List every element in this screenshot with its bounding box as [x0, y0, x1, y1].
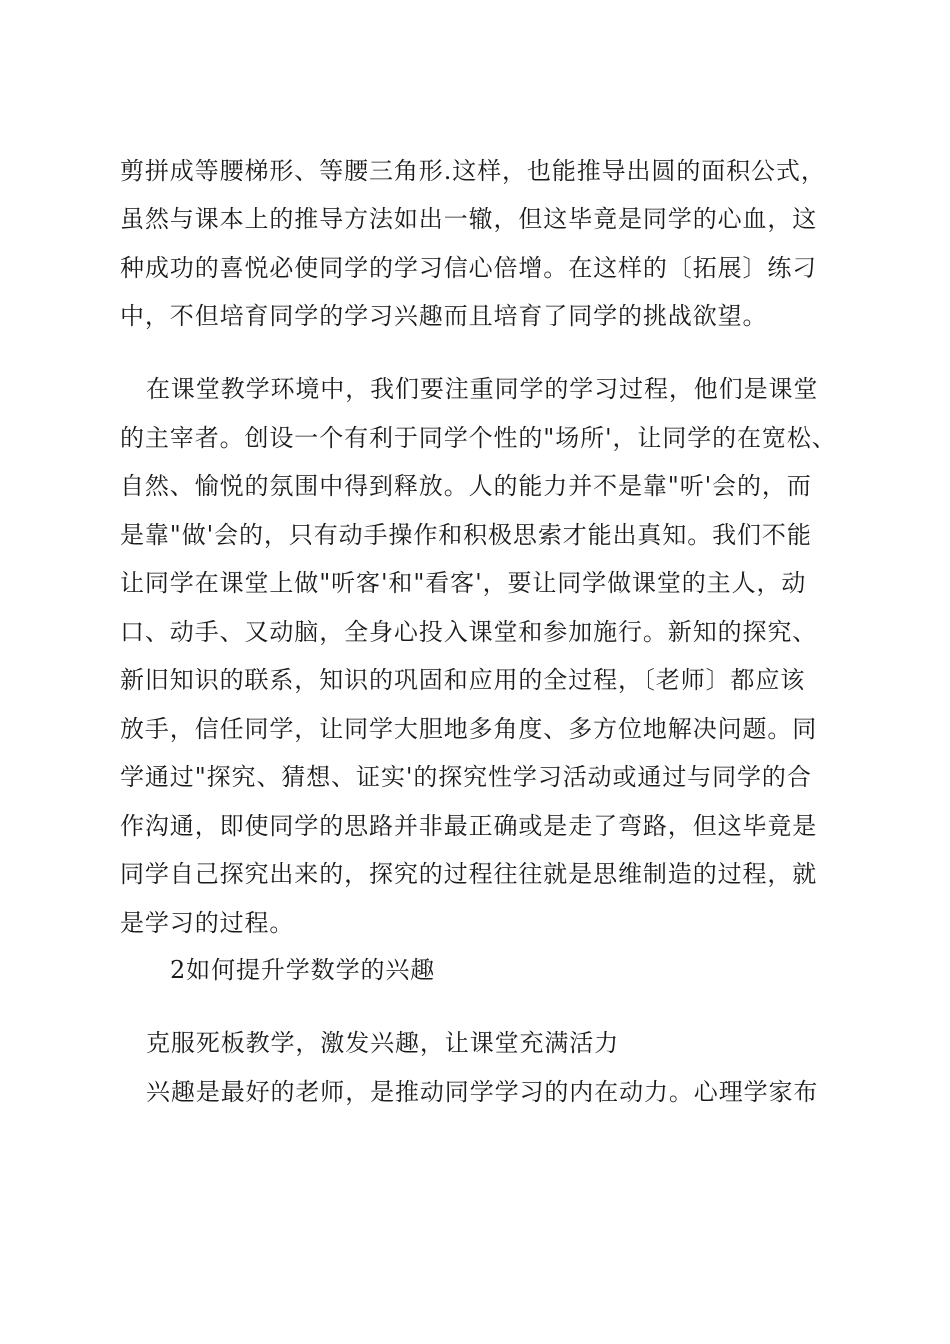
paragraph-3-line-1: 兴趣是最好的老师，是推动同学学习的内在动力。心理学家布: [146, 1078, 819, 1106]
paragraph-2-line-10: 作沟通，即使同学的思路并非最正确或是走了弯路，但这毕竟是: [120, 812, 818, 840]
paragraph-2-line-7: 新旧知识的联系，知识的巩固和应用的全过程，〔老师〕都应该: [120, 666, 806, 694]
paragraph-2-line-3: 自然、愉悦的氛围中得到释放。人的能力并不是靠"听'会的，而: [120, 472, 812, 500]
paragraph-1-line-1: 剪拼成等腰梯形、等腰三角形.这样，也能推导出圆的面积公式，: [120, 157, 826, 185]
paragraph-2-line-5: 让同学在课堂上做"听客'和"看客'，要让同学做课堂的主人，动: [120, 569, 807, 597]
paragraph-2-line-6: 口、动手、又动脑，全身心投入课堂和参加施行。新知的探究、: [120, 618, 818, 646]
section-heading: 2如何提升学数学的兴趣: [170, 956, 436, 984]
paragraph-2-line-1: 在课堂教学环境中，我们要注重同学的学习过程，他们是课堂: [146, 375, 819, 403]
paragraph-2-line-8: 放手，信任同学，让同学大胆地多角度、多方位地解决问题。同: [120, 715, 818, 743]
paragraph-2-line-2: 的主宰者。创设一个有利于同学个性的"场所'，让同学的在宽松、: [120, 424, 837, 452]
paragraph-2-line-9: 学通过"探究、猜想、证实'的探究性学习活动或通过与同学的合: [120, 763, 812, 791]
paragraph-2-line-11: 同学自己探究出来的，探究的过程往往就是思维制造的过程，就: [120, 860, 818, 888]
paragraph-2-line-12: 是学习的过程。: [120, 909, 295, 937]
subheading: 克服死板教学，激发兴趣，让课堂充满活力: [146, 1029, 620, 1057]
paragraph-1-line-3: 种成功的喜悦必使同学的学习信心倍增。在这样的〔拓展〕练刁: [120, 254, 818, 282]
paragraph-1-line-2: 虽然与课本上的推导方法如出一辙，但这毕竟是同学的心血，这: [120, 205, 818, 233]
paragraph-1-line-4: 中，不但培育同学的学习兴趣而且培育了同学的挑战欲望。: [120, 302, 768, 330]
paragraph-2-line-4: 是靠"做'会的，只有动手操作和积极思索才能出真知。我们不能: [120, 521, 812, 549]
